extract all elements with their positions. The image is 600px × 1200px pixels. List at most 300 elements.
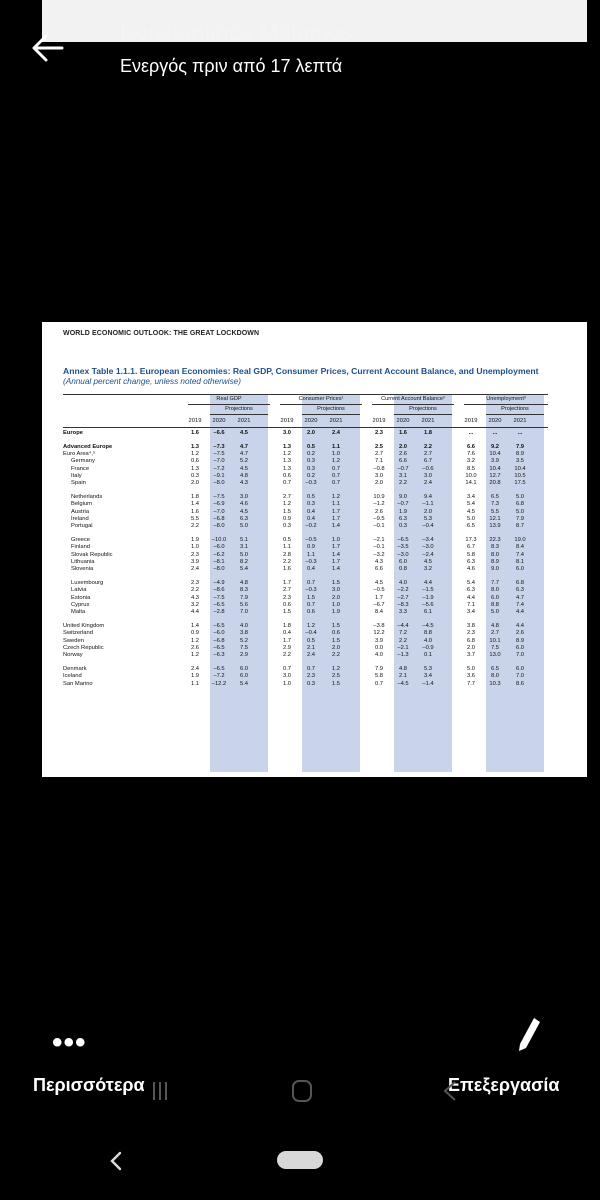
group-header-prices: Consumer Prices¹ <box>298 396 344 402</box>
table-title: Annex Table 1.1.1. European Economies: Real GDP, Consumer Prices, Current Account Balance, and Unemployment <box>63 366 539 376</box>
table-cell: –3.5 <box>397 544 409 551</box>
table-cell: 2.3 <box>306 673 316 680</box>
table-cell: 6.3 <box>466 587 476 594</box>
table-cell: 0.4 <box>306 508 316 515</box>
table-cell: –8.0 <box>213 523 225 530</box>
table-cell: 5.6 <box>239 602 249 608</box>
nav-home-pill[interactable] <box>277 1151 323 1169</box>
table-cell: 7.5 <box>490 645 500 651</box>
table-cell: –2.7 <box>397 594 409 601</box>
table-cell: 9.2 <box>490 443 500 450</box>
projections-label-unemployment: Projections <box>501 406 529 412</box>
table-cell: 7.1 <box>374 458 384 465</box>
table-cell: –0.4 <box>422 523 434 530</box>
table-cell: 0.6 <box>282 602 292 608</box>
table-cell: 6.3 <box>239 516 249 522</box>
table-cell: –4.5 <box>397 680 409 687</box>
table-cell: –3.0 <box>397 551 409 558</box>
table-cell: 6.5 <box>466 523 476 530</box>
table-cell: –6.5 <box>213 623 225 630</box>
year-label: 2019 <box>188 418 202 424</box>
proj-rule-gdp <box>210 414 268 415</box>
table-cell: 8.8 <box>423 630 433 637</box>
table-cell: 10.4 <box>489 451 501 458</box>
table-cell: 2.0 <box>306 430 316 436</box>
table-cell: 1.2 <box>190 637 200 644</box>
table-cell: 3.4 <box>423 673 433 680</box>
table-cell: –8.1 <box>213 559 225 565</box>
table-cell: 1.2 <box>282 501 292 508</box>
table-cell: –3.8 <box>373 623 385 630</box>
table-cell: 2.0 <box>398 443 408 450</box>
table-cell: 1.0 <box>190 544 200 551</box>
row-label: Europe <box>63 430 83 436</box>
table-cell: 7.4 <box>515 551 525 558</box>
table-cell: 3.6 <box>466 673 476 680</box>
table-cell: 6.7 <box>466 544 476 551</box>
table-cell: 2.0 <box>374 480 384 487</box>
table-cell: 0.3 <box>190 473 200 479</box>
table-cell: 1.2 <box>331 458 341 465</box>
table-row <box>42 681 587 689</box>
table-cell: 2.4 <box>190 666 200 673</box>
table-cell: 2.3 <box>374 430 384 436</box>
table-cell: –4.9 <box>213 580 225 587</box>
table-cell: 9.4 <box>423 494 433 501</box>
table-cell: –3.4 <box>422 537 434 544</box>
row-label: Spain <box>71 480 86 487</box>
year-label: 2020 <box>212 418 226 424</box>
nav-back-icon[interactable] <box>106 1150 126 1172</box>
more-dots-icon: ••• <box>52 1026 87 1059</box>
table-cell: –8.6 <box>213 587 225 594</box>
table-cell: –0.7 <box>397 465 409 472</box>
table-cell: 4.6 <box>239 501 249 508</box>
row-label: Lithuania <box>71 559 95 565</box>
table-cell: –1.2 <box>373 501 385 508</box>
table-cell: 4.0 <box>398 580 408 587</box>
table-cell: 2.0 <box>331 645 341 651</box>
table-cell: –0.2 <box>305 523 317 530</box>
table-cell: –0.8 <box>373 465 385 472</box>
table-cell: 2.8 <box>282 551 292 558</box>
table-cell: 6.3 <box>466 559 476 565</box>
projections-label-gdp: Projections <box>225 406 253 412</box>
table-cell: 0.3 <box>306 501 316 508</box>
table-cell: 1.4 <box>331 523 341 530</box>
table-cell: –7.3 <box>213 443 225 450</box>
group-rule-prices <box>280 404 362 405</box>
table-cell: 1.6 <box>190 430 200 436</box>
table-cell: 3.1 <box>398 473 408 479</box>
table-cell: –2.8 <box>213 609 225 616</box>
table-cell: 5.0 <box>239 551 249 558</box>
table-cell: 3.3 <box>398 609 408 616</box>
table-cell: 1.0 <box>282 680 292 687</box>
table-cell: 2.7 <box>490 630 500 637</box>
table-cell: 3.9 <box>374 637 384 644</box>
table-cell: –0.6 <box>422 465 434 472</box>
row-label: Cyprus <box>71 602 90 608</box>
table-cell: 5.4 <box>239 566 249 573</box>
table-cell: 3.0 <box>374 473 384 479</box>
table-cell: 1.8 <box>282 623 292 630</box>
table-cell: 2.1 <box>398 673 408 680</box>
table-cell: –1.9 <box>422 594 434 601</box>
table-cell: –6.3 <box>213 652 225 659</box>
edit-label: Επεξεργασία <box>448 1075 560 1095</box>
table-cell: 2.5 <box>374 443 384 450</box>
table-cell: –1.1 <box>422 501 434 508</box>
table-cell: –0.3 <box>305 587 317 594</box>
table-cell: 4.5 <box>239 430 249 436</box>
table-cell: 0.4 <box>306 566 316 573</box>
year-label: 2019 <box>372 418 386 424</box>
table-cell: –12.2 <box>211 680 227 687</box>
table-cell: 4.8 <box>398 666 408 673</box>
table-cell: 3.2 <box>466 458 476 465</box>
table-cell: –6.5 <box>213 666 225 673</box>
table-cell: 10.1 <box>489 637 501 644</box>
table-cell: –6.7 <box>373 602 385 608</box>
table-cell: –6.5 <box>397 537 409 544</box>
table-cell: 7.6 <box>466 451 476 458</box>
table-cell: 0.3 <box>306 465 316 472</box>
table-cell: 8.5 <box>466 465 476 472</box>
year-label: 2019 <box>464 418 478 424</box>
table-cell: –2.4 <box>422 551 434 558</box>
table-cell: 7.0 <box>515 673 525 680</box>
table-cell: 0.3 <box>282 523 292 530</box>
more-label: Περισσότερα <box>33 1075 145 1095</box>
table-cell: 0.4 <box>282 630 292 637</box>
table-cell: 8.8 <box>490 602 500 608</box>
table-cell: 9.0 <box>490 566 500 573</box>
row-label: Luxembourg <box>71 580 104 587</box>
table-cell: 8.9 <box>490 559 500 565</box>
table-cell: 12.7 <box>489 473 501 479</box>
table-cell: 4.4 <box>515 609 525 616</box>
table-cell: 6.0 <box>239 666 249 673</box>
table-cell: 1.4 <box>331 551 341 558</box>
table-cell: 1.3 <box>282 443 292 450</box>
table-cell: 0.7 <box>331 480 341 487</box>
table-cell: 0.5 <box>306 637 316 644</box>
table-cell: 1.7 <box>331 516 341 522</box>
table-cell: 2.5 <box>331 673 341 680</box>
table-cell: –2.2 <box>397 587 409 594</box>
table-cell: 4.3 <box>190 594 200 601</box>
table-cell: 1.2 <box>331 494 341 501</box>
table-cell: –3.2 <box>373 551 385 558</box>
table-cell: 4.0 <box>239 623 249 630</box>
table-cell: 3.0 <box>282 673 292 680</box>
table-cell: 5.5 <box>190 516 200 522</box>
year-label: 2019 <box>280 418 294 424</box>
table-cell: ... <box>517 430 523 436</box>
table-cell: 8.3 <box>490 544 500 551</box>
table-cell: 1.2 <box>331 666 341 673</box>
table-row <box>42 430 587 438</box>
table-cell: 0.7 <box>282 666 292 673</box>
table-cell: 4.8 <box>490 623 500 630</box>
table-cell: 3.8 <box>466 623 476 630</box>
year-label: 2020 <box>488 418 502 424</box>
table-cell: –7.5 <box>213 451 225 458</box>
table-cell: 2.6 <box>515 630 525 637</box>
table-cell: –6.2 <box>213 551 225 558</box>
table-cell: 7.7 <box>490 580 500 587</box>
table-cell: 10.9 <box>373 494 385 501</box>
table-cell: 2.2 <box>398 637 408 644</box>
row-label: Norway <box>63 652 83 659</box>
table-cell: 0.7 <box>282 480 292 487</box>
table-cell: –0.5 <box>373 587 385 594</box>
table-cell: –3.0 <box>422 544 434 551</box>
table-cell: 0.7 <box>331 473 341 479</box>
table-cell: 3.8 <box>239 630 249 637</box>
table-cell: 0.7 <box>306 580 316 587</box>
table-cell: 7.9 <box>374 666 384 673</box>
header-bottom-rule <box>63 427 548 428</box>
table-cell: 7.0 <box>515 652 525 659</box>
table-cell: 0.0 <box>374 645 384 651</box>
table-cell: 6.6 <box>374 566 384 573</box>
table-cell: 1.3 <box>282 465 292 472</box>
table-cell: –0.3 <box>305 559 317 565</box>
table-cell: 0.4 <box>306 516 316 522</box>
year-label: 2020 <box>396 418 410 424</box>
table-cell: 0.8 <box>398 566 408 573</box>
table-cell: 0.1 <box>423 652 433 659</box>
table-cell: 1.8 <box>423 430 433 436</box>
table-cell: 0.3 <box>306 680 316 687</box>
table-cell: 7.5 <box>239 645 249 651</box>
table-cell: 8.4 <box>374 609 384 616</box>
row-label: Sweden <box>63 637 84 644</box>
row-label: Slovak Republic <box>71 551 113 558</box>
table-cell: –0.1 <box>373 523 385 530</box>
table-cell: 2.7 <box>282 494 292 501</box>
table-cell: 2.0 <box>190 480 200 487</box>
group-header-unemployment: Unemployment³ <box>486 396 526 402</box>
table-cell: –4.5 <box>422 623 434 630</box>
table-cell: –6.8 <box>213 637 225 644</box>
table-cell: 5.2 <box>239 458 249 465</box>
row-label: Austria <box>71 508 90 515</box>
group-header-current-account: Current Account Balance² <box>381 396 445 402</box>
table-cell: 10.5 <box>514 473 526 479</box>
table-cell: 3.9 <box>190 559 200 565</box>
table-cell: 17.5 <box>514 480 526 487</box>
table-cell: 2.0 <box>331 594 341 601</box>
table-cell: 4.5 <box>374 580 384 587</box>
table-cell: 1.7 <box>282 637 292 644</box>
back-button[interactable] <box>28 30 68 66</box>
table-cell: 0.6 <box>190 458 200 465</box>
table-cell: 0.5 <box>306 494 316 501</box>
table-row <box>42 609 587 617</box>
ghost-navigation-bar <box>0 1062 600 1122</box>
table-cell: –6.0 <box>213 544 225 551</box>
table-cell: ... <box>492 430 498 436</box>
table-cell: 1.2 <box>306 623 316 630</box>
table-cell: 5.8 <box>374 673 384 680</box>
year-label: 2020 <box>304 418 318 424</box>
table-cell: 4.5 <box>239 465 249 472</box>
table-row <box>42 480 587 488</box>
table-cell: 12.2 <box>373 630 385 637</box>
table-cell: 6.8 <box>466 637 476 644</box>
document-image[interactable] <box>42 322 587 777</box>
table-cell: 4.0 <box>423 637 433 644</box>
table-cell: –6.5 <box>213 645 225 651</box>
table-cell: 2.4 <box>423 480 433 487</box>
table-cell: 1.4 <box>331 566 341 573</box>
table-cell: 2.3 <box>466 630 476 637</box>
table-cell: 4.5 <box>239 508 249 515</box>
table-cell: 10.4 <box>489 465 501 472</box>
table-cell: 8.4 <box>515 544 525 551</box>
table-cell: 5.1 <box>239 537 249 544</box>
table-cell: 6.8 <box>515 580 525 587</box>
table-cell: 4.4 <box>423 580 433 587</box>
row-label: United Kingdom <box>63 623 105 630</box>
table-cell: 4.8 <box>239 473 249 479</box>
table-cell: 4.4 <box>190 609 200 616</box>
table-cell: 2.4 <box>190 566 200 573</box>
table-cell: 4.7 <box>239 451 249 458</box>
row-label: Netherlands <box>71 494 103 501</box>
table-cell: 0.2 <box>306 473 316 479</box>
table-cell: 6.3 <box>398 516 408 522</box>
table-cell: 1.5 <box>306 594 316 601</box>
table-cell: 3.0 <box>331 587 341 594</box>
year-label: 2021 <box>421 418 435 424</box>
table-cell: 1.1 <box>331 443 341 450</box>
proj-rule-current-account <box>394 414 452 415</box>
table-cell: 1.1 <box>331 501 341 508</box>
table-cell: 3.7 <box>466 652 476 659</box>
year-label: 2021 <box>513 418 527 424</box>
table-cell: 1.8 <box>190 494 200 501</box>
table-cell: 4.6 <box>466 566 476 573</box>
row-label: San Marino <box>63 680 93 687</box>
table-cell: 3.1 <box>239 544 249 551</box>
table-cell: 7.3 <box>490 501 500 508</box>
table-cell: –7.5 <box>213 594 225 601</box>
table-cell: 8.9 <box>515 637 525 644</box>
table-cell: 5.0 <box>515 508 525 515</box>
table-cell: 7.1 <box>466 602 476 608</box>
row-label: Germany <box>71 458 95 465</box>
table-cell: 1.3 <box>282 458 292 465</box>
table-cell: 2.9 <box>282 645 292 651</box>
row-label: Greece <box>71 537 91 544</box>
table-cell: 1.7 <box>282 580 292 587</box>
table-cell: 8.2 <box>239 559 249 565</box>
table-cell: –6.0 <box>213 630 225 637</box>
table-cell: –7.2 <box>213 465 225 472</box>
table-cell: 0.9 <box>282 516 292 522</box>
row-label: Belgium <box>71 501 92 508</box>
table-cell: 5.0 <box>466 666 476 673</box>
table-cell: 6.7 <box>423 458 433 465</box>
table-cell: 3.0 <box>423 473 433 479</box>
row-label: Estonia <box>71 594 91 601</box>
row-label: Malta <box>71 609 86 616</box>
table-cell: 7.7 <box>466 680 476 687</box>
table-cell: 2.0 <box>466 645 476 651</box>
table-cell: 2.6 <box>190 645 200 651</box>
table-cell: 4.3 <box>374 559 384 565</box>
table-cell: 1.7 <box>331 544 341 551</box>
row-label: Euro Area⁴,⁵ <box>63 451 96 458</box>
row-label: Iceland <box>63 673 82 680</box>
table-cell: 2.4 <box>331 430 341 436</box>
table-cell: 8.0 <box>490 587 500 594</box>
table-cell: 1.2 <box>190 652 200 659</box>
table-cell: 5.0 <box>490 609 500 616</box>
table-cell: 9.0 <box>398 494 408 501</box>
table-cell: 7.4 <box>515 602 525 608</box>
table-cell: –6.8 <box>213 516 225 522</box>
table-cell: 4.4 <box>515 623 525 630</box>
table-cell: 6.0 <box>239 673 249 680</box>
table-cell: 2.3 <box>282 594 292 601</box>
table-cell: 3.2 <box>423 566 433 573</box>
table-cell: 1.1 <box>306 551 316 558</box>
sender-name: Konstantinos Malamos <box>120 19 353 45</box>
table-cell: 2.2 <box>282 559 292 565</box>
table-cell: 1.9 <box>190 537 200 544</box>
table-cell: –0.4 <box>305 630 317 637</box>
table-cell: 0.6 <box>306 609 316 616</box>
table-cell: 2.2 <box>190 523 200 530</box>
table-cell: 8.3 <box>239 587 249 594</box>
table-cell: –7.0 <box>213 508 225 515</box>
table-cell: 1.6 <box>282 566 292 573</box>
table-cell: –6.6 <box>213 430 225 436</box>
table-cell: 1.7 <box>331 508 341 515</box>
table-cell: –9.5 <box>373 516 385 522</box>
table-cell: 13.0 <box>489 652 501 659</box>
table-cell: 0.7 <box>306 666 316 673</box>
table-cell: –2.1 <box>373 537 385 544</box>
table-cell: 5.0 <box>239 523 249 530</box>
table-cell: –0.1 <box>373 544 385 551</box>
row-label: Ireland <box>71 516 89 522</box>
row-label: Italy <box>71 473 82 479</box>
table-cell: 7.9 <box>515 516 525 522</box>
table-cell: 17.3 <box>465 537 477 544</box>
table-cell: 5.4 <box>466 501 476 508</box>
table-cell: 14.1 <box>465 480 477 487</box>
table-cell: 2.6 <box>398 451 408 458</box>
table-cell: –10.0 <box>211 537 227 544</box>
table-cell: 4.8 <box>239 580 249 587</box>
table-cell: 1.5 <box>331 637 341 644</box>
table-cell: 1.9 <box>398 508 408 515</box>
row-label: Switzerland <box>63 630 93 637</box>
table-cell: 13.9 <box>489 523 501 530</box>
table-cell: 6.0 <box>398 559 408 565</box>
table-cell: 1.5 <box>282 508 292 515</box>
table-cell: 0.3 <box>398 523 408 530</box>
table-cell: 6.0 <box>490 594 500 601</box>
table-cell: 4.3 <box>239 480 249 487</box>
row-label: Finland <box>71 544 91 551</box>
